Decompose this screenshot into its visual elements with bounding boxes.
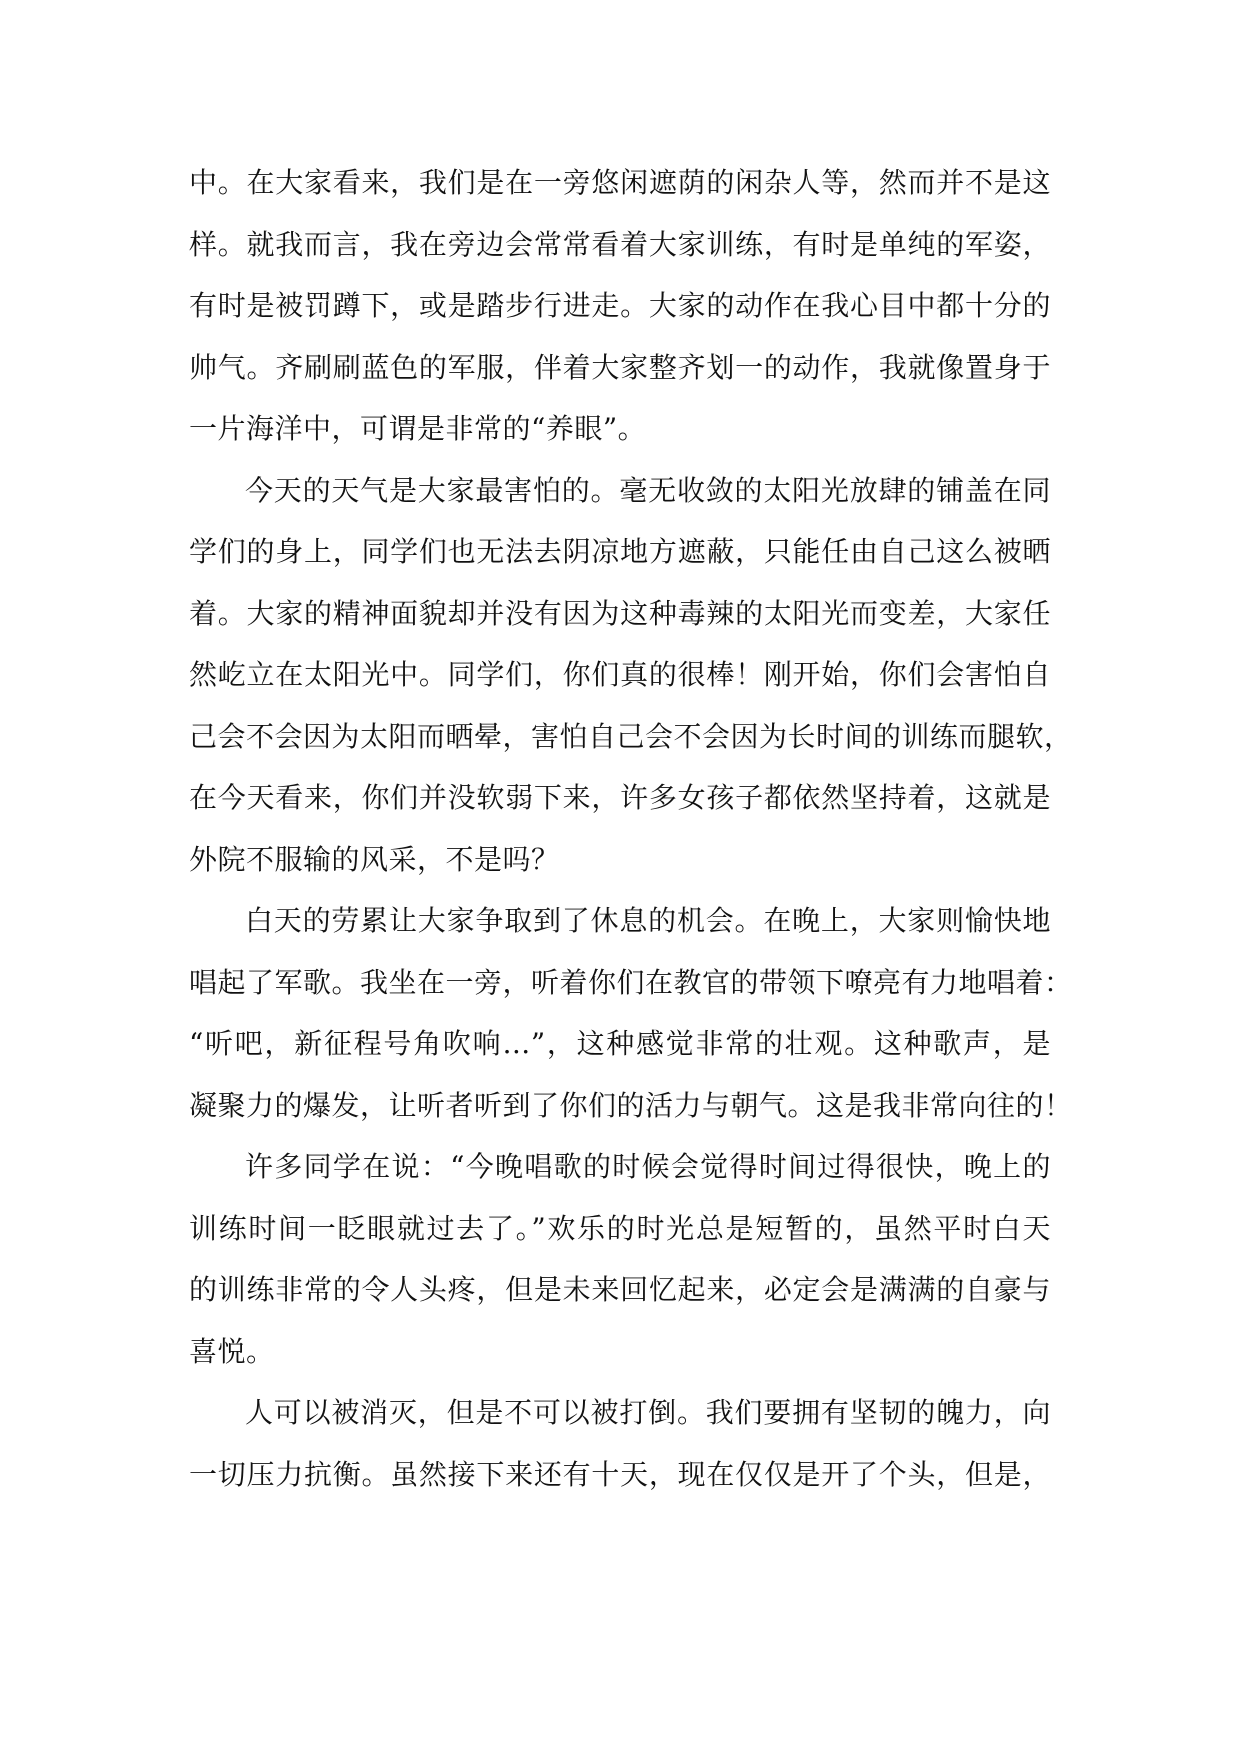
text-line: “听吧，新征程号角吹响…”，这种感觉非常的壮观。这种歌声，是 (189, 1027, 1051, 1060)
text-line: 样。就我而言，我在旁边会常常看着大家训练，有时是单纯的军姿， (189, 227, 1051, 261)
text-line: 许多同学在说：“今晚唱歌的时候会觉得时间过得很快，晚上的 (245, 1150, 1051, 1183)
text-line: 外院不服输的风采，不是吗？ (189, 842, 560, 876)
text-line: 训练时间一眨眼就过去了。”欢乐的时光总是短暂的，虽然平时白天 (189, 1211, 1051, 1245)
paragraph (189, 1382, 1051, 1505)
text-line: 一切压力抗衡。虽然接下来还有十天，现在仅仅是开了个头，但是， (189, 1457, 1051, 1491)
text-line: 白天的劳累让大家争取到了休息的机会。在晚上，大家则愉快地 (245, 904, 1051, 937)
text-line: 己会不会因为太阳而晒晕，害怕自己会不会因为长时间的训练而腿软， (189, 719, 1073, 753)
paragraph (189, 460, 1073, 891)
text-line: 着。大家的精神面貌却并没有因为这种毒辣的太阳光而变差，大家任 (189, 596, 1051, 630)
text-line: 人可以被消灭，但是不可以被打倒。我们要拥有坚韧的魄力，向 (245, 1396, 1051, 1429)
text-line: 今天的天气是大家最害怕的。毫无收敛的太阳光放肆的铺盖在同 (245, 473, 1051, 507)
body-text (189, 152, 1073, 1505)
paragraph (189, 152, 1051, 460)
text-line: 凝聚力的爆发，让听者听到了你们的活力与朝气。这是我非常向往的！ (189, 1088, 1073, 1122)
paragraph (189, 890, 1073, 1136)
text-line: 的训练非常的令人头疼，但是未来回忆起来，必定会是满满的自豪与 (189, 1273, 1051, 1306)
text-line: 在今天看来，你们并没软弱下来，许多女孩子都依然坚持着，这就是 (189, 781, 1051, 814)
paragraph (189, 1136, 1051, 1382)
text-line: 有时是被罚蹲下，或是踏步行进走。大家的动作在我心目中都十分的 (189, 289, 1051, 322)
text-line: 喜悦。 (189, 1334, 275, 1368)
text-line: 唱起了军歌。我坐在一旁，听着你们在教官的带领下嘹亮有力地唱着： (189, 965, 1073, 999)
text-line: 中。在大家看来，我们是在一旁悠闲遮荫的闲杂人等，然而并不是这 (189, 166, 1051, 199)
text-line: 然屹立在太阳光中。同学们，你们真的很棒！刚开始，你们会害怕自 (189, 658, 1051, 691)
text-line: 一片海洋中，可谓是非常的“养眼”。 (189, 412, 647, 445)
text-line: 帅气。齐刷刷蓝色的军服，伴着大家整齐划一的动作，我就像置身于 (189, 350, 1051, 384)
text-line: 学们的身上，同学们也无法去阴凉地方遮蔽，只能任由自己这么被晒 (189, 535, 1051, 568)
